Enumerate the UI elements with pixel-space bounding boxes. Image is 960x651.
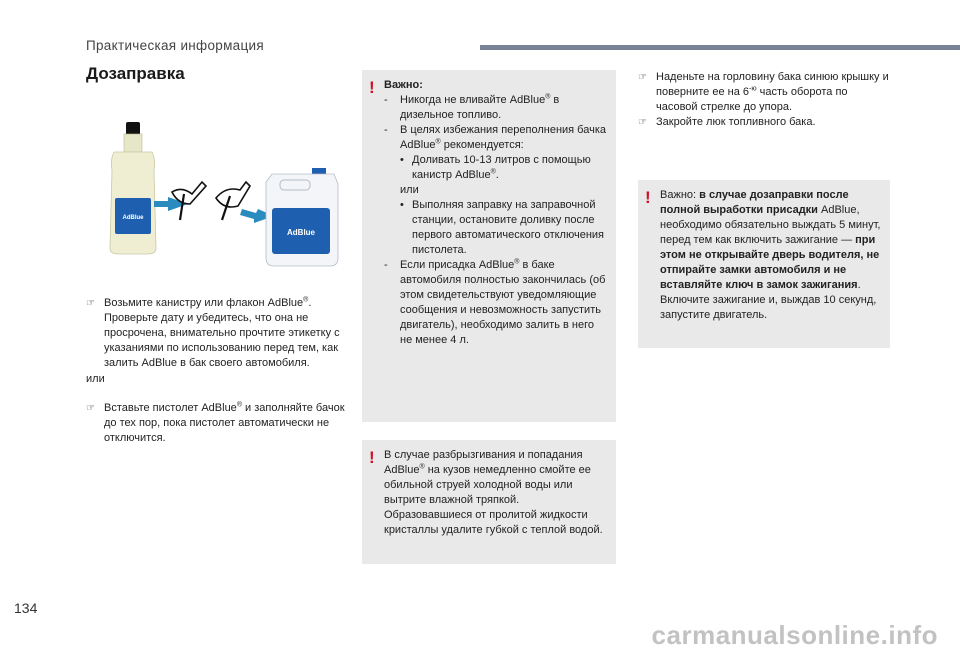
- important-sub-2: • Выполняя заправку на заправочной станции, остановите доливку после первого автоматического отключения пистолета.: [400, 199, 604, 256]
- exclamation-icon: !: [645, 188, 651, 207]
- adblue-canister-image: [266, 168, 338, 266]
- watermark: carmanualsonline.info: [651, 620, 938, 650]
- refill-warning-box: [638, 180, 890, 348]
- arrow-bullet-icon: ☞: [86, 298, 95, 309]
- arrow-bullet-icon: ☞: [86, 403, 95, 414]
- important-item-1: - Никогда не вливайте AdBlue® в дизельное топливо.: [384, 93, 560, 121]
- canister-label: AdBlue: [287, 228, 315, 237]
- important-item-2: - В целях избежания переполнения бачка AdBlue® рекомендуется:: [384, 124, 607, 151]
- header-section-title: Практическая информация: [86, 38, 264, 53]
- spill-warning-box: [362, 440, 616, 564]
- left-column: [86, 296, 348, 446]
- adblue-bottle-image: [110, 122, 156, 254]
- exclamation-icon: !: [369, 448, 375, 467]
- important-heading: Важно:: [384, 79, 423, 91]
- refill-paragraph-1: Важно: в случае дозаправки после полной выработки присадки AdBlue, необходимо обязательно выждать 5 минут, перед тем как включить зажигание — при этом не открывайте дверь водителя, не отпирайте замки автомобиля и не вставляйте ключ в замок зажигания.: [660, 189, 881, 291]
- page-title: Дозаправка: [86, 64, 185, 83]
- right-column: [638, 70, 890, 130]
- adblue-containers-illustration: [88, 120, 342, 270]
- arrow-bullet-icon: ☞: [638, 72, 647, 83]
- spill-paragraph-2: Образовавшиеся от пролитой жидкости кристаллы удалите губкой с теплой водой.: [384, 509, 603, 536]
- bullet-take-canister: ☞ Возьмите канистру или флакон AdBlue®. Проверьте дату и убедитесь, что она не просрочена, внимательно прочтите этикетку с указаниями по использованию перед тем, как залить AdBlue в бак своего автомобиля.: [86, 296, 340, 369]
- or-separator: или: [86, 373, 105, 385]
- bullet-insert-nozzle: ☞ Вставьте пистолет AdBlue® и заполняйте бачок до тех пор, пока пистолет автоматически не отключится.: [86, 401, 345, 444]
- bottle-label: AdBlue: [122, 215, 144, 221]
- important-item-3: - Если присадка AdBlue® в баке автомобиля полностью закончилась (об этом свидетельствуют уведомляющие сообщения и невозможность запустить двигатель), необходимо залить в него не менее 4 л.: [384, 258, 606, 346]
- important-or: или: [400, 184, 419, 196]
- refill-paragraph-2: Включите зажигание и, выждав 10 секунд, запустите двигатель.: [660, 294, 877, 321]
- important-sub-1: • Доливать 10-13 литров с помощью канистр AdBlue®.: [400, 154, 591, 181]
- arrow-bullet-icon: ☞: [638, 117, 647, 128]
- page-number: 134: [14, 600, 38, 616]
- bullet-close-flap: ☞ Закройте люк топливного бака.: [638, 116, 816, 128]
- important-box: [362, 70, 616, 422]
- header-bar: [480, 45, 960, 50]
- bullet-blue-cap: ☞ Наденьте на горловину бака синюю крышку и поверните ее на $6^{-ю}$ часть оборота по часовой стрелке до упора.: [638, 71, 889, 113]
- spill-paragraph-1: В случае разбрызгивания и попадания AdBlue® на кузов немедленно смойте ее обильной струей холодной воды или вытрите влажной тряпкой.: [384, 449, 591, 506]
- exclamation-icon: !: [369, 78, 375, 97]
